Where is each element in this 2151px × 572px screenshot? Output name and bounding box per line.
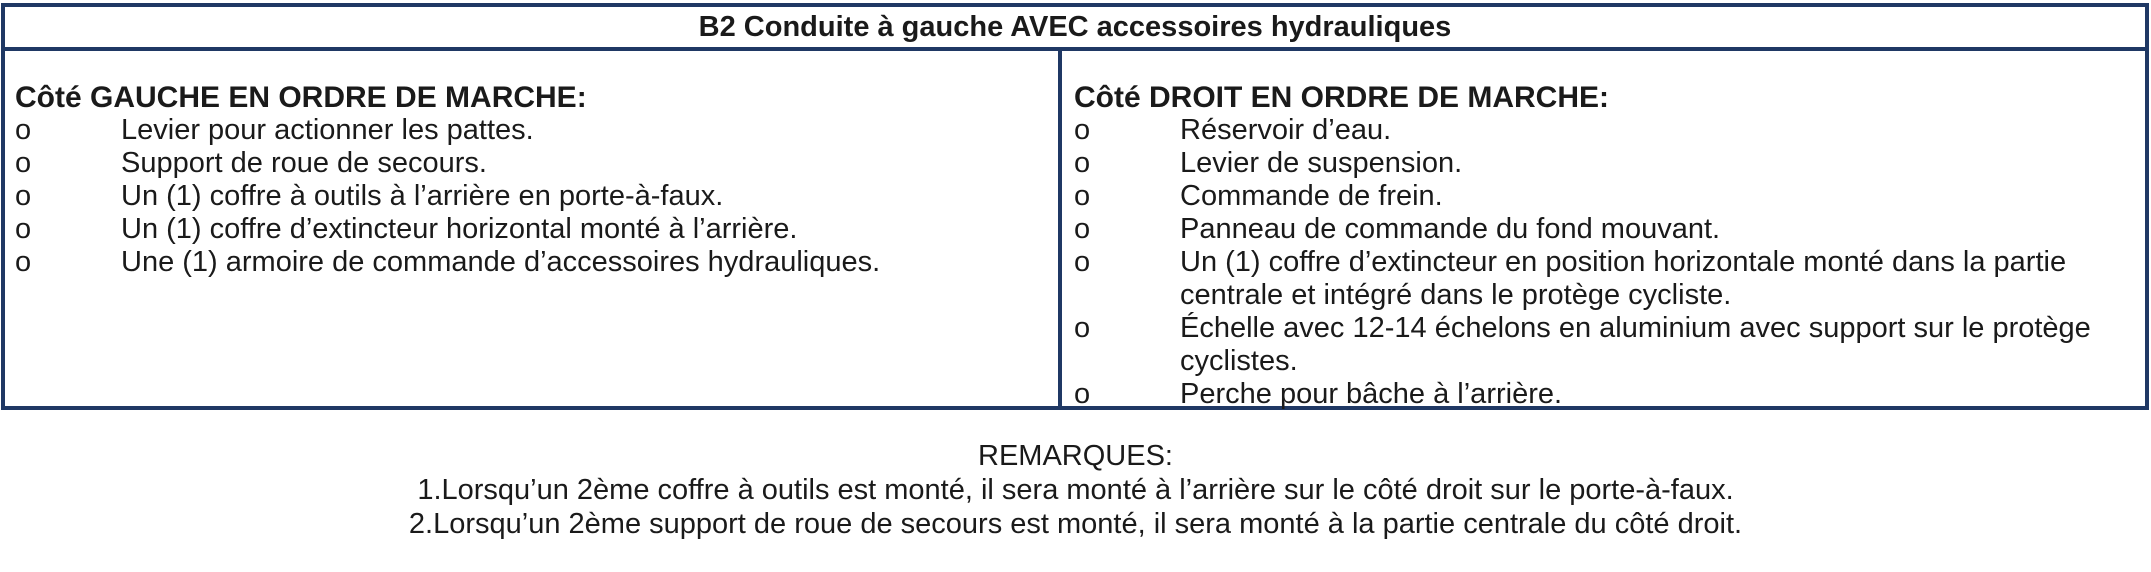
bullet-marker: o xyxy=(15,180,32,212)
table-title: B2 Conduite à gauche AVEC accessoires hydrauliques xyxy=(5,7,2145,51)
right-item-text: Perche pour bâche à l’arrière. xyxy=(1180,378,1563,410)
right-item-text: Panneau de commande du fond mouvant. xyxy=(1180,213,1721,245)
left-item-text: Une (1) armoire de commande d’accessoires hydrauliques. xyxy=(121,246,881,278)
right-list-item xyxy=(1074,114,2145,147)
left-side-heading: Côté GAUCHE EN ORDRE DE MARCHE: xyxy=(15,81,587,114)
right-list-item xyxy=(1074,378,2145,411)
right-item-text: Réservoir d’eau. xyxy=(1180,114,1392,146)
right-side-column xyxy=(1062,51,2145,410)
remarks-heading: REMARQUES: xyxy=(978,440,1173,472)
bullet-marker: o xyxy=(1074,246,1091,278)
remarks-section xyxy=(0,439,2151,541)
bullet-marker: o xyxy=(15,213,32,245)
bullet-marker: o xyxy=(1074,147,1091,179)
bullet-marker: o xyxy=(1074,312,1091,344)
right-item-text: Échelle avec 12-14 échelons en aluminium avec support sur le protège cyclistes. xyxy=(1180,312,2091,377)
spec-table xyxy=(1,3,2149,410)
right-list-item xyxy=(1074,246,2145,312)
bullet-marker: o xyxy=(1074,213,1091,245)
right-item-text: Commande de frein. xyxy=(1180,180,1443,212)
remark-line: 1.Lorsqu’un 2ème coffre à outils est monté, il sera monté à l’arrière sur le côté droit sur le porte-à-faux. xyxy=(417,474,1734,506)
bullet-marker: o xyxy=(15,114,32,146)
left-list-item xyxy=(15,213,1058,246)
right-side-heading: Côté DROIT EN ORDRE DE MARCHE: xyxy=(1074,81,1610,114)
bullet-marker: o xyxy=(1074,114,1091,146)
bullet-marker: o xyxy=(15,246,32,278)
left-item-text: Un (1) coffre à outils à l’arrière en porte-à-faux. xyxy=(121,180,724,212)
right-list-item xyxy=(1074,180,2145,213)
right-list-item xyxy=(1074,312,2145,378)
bullet-marker: o xyxy=(15,147,32,179)
right-item-text: Levier de suspension. xyxy=(1180,147,1463,179)
right-list-item xyxy=(1074,147,2145,180)
left-list-item xyxy=(15,246,1058,279)
right-list-item xyxy=(1074,213,2145,246)
left-item-text: Un (1) coffre d’extincteur horizontal monté à l’arrière. xyxy=(121,213,798,245)
left-list-item xyxy=(15,147,1058,180)
left-item-text: Support de roue de secours. xyxy=(121,147,487,179)
bullet-marker: o xyxy=(1074,378,1091,410)
right-item-text: Un (1) coffre d’extincteur en position horizontale monté dans la partie centrale et intégré dans le protège cycliste. xyxy=(1180,246,2067,311)
left-list-item xyxy=(15,180,1058,213)
left-item-text: Levier pour actionner les pattes. xyxy=(121,114,534,146)
remark-line: 2.Lorsqu’un 2ème support de roue de secours est monté, il sera monté à la partie centrale du côté droit. xyxy=(408,508,1743,540)
bullet-marker: o xyxy=(1074,180,1091,212)
left-list-item xyxy=(15,114,1058,147)
left-side-column xyxy=(5,51,1062,406)
